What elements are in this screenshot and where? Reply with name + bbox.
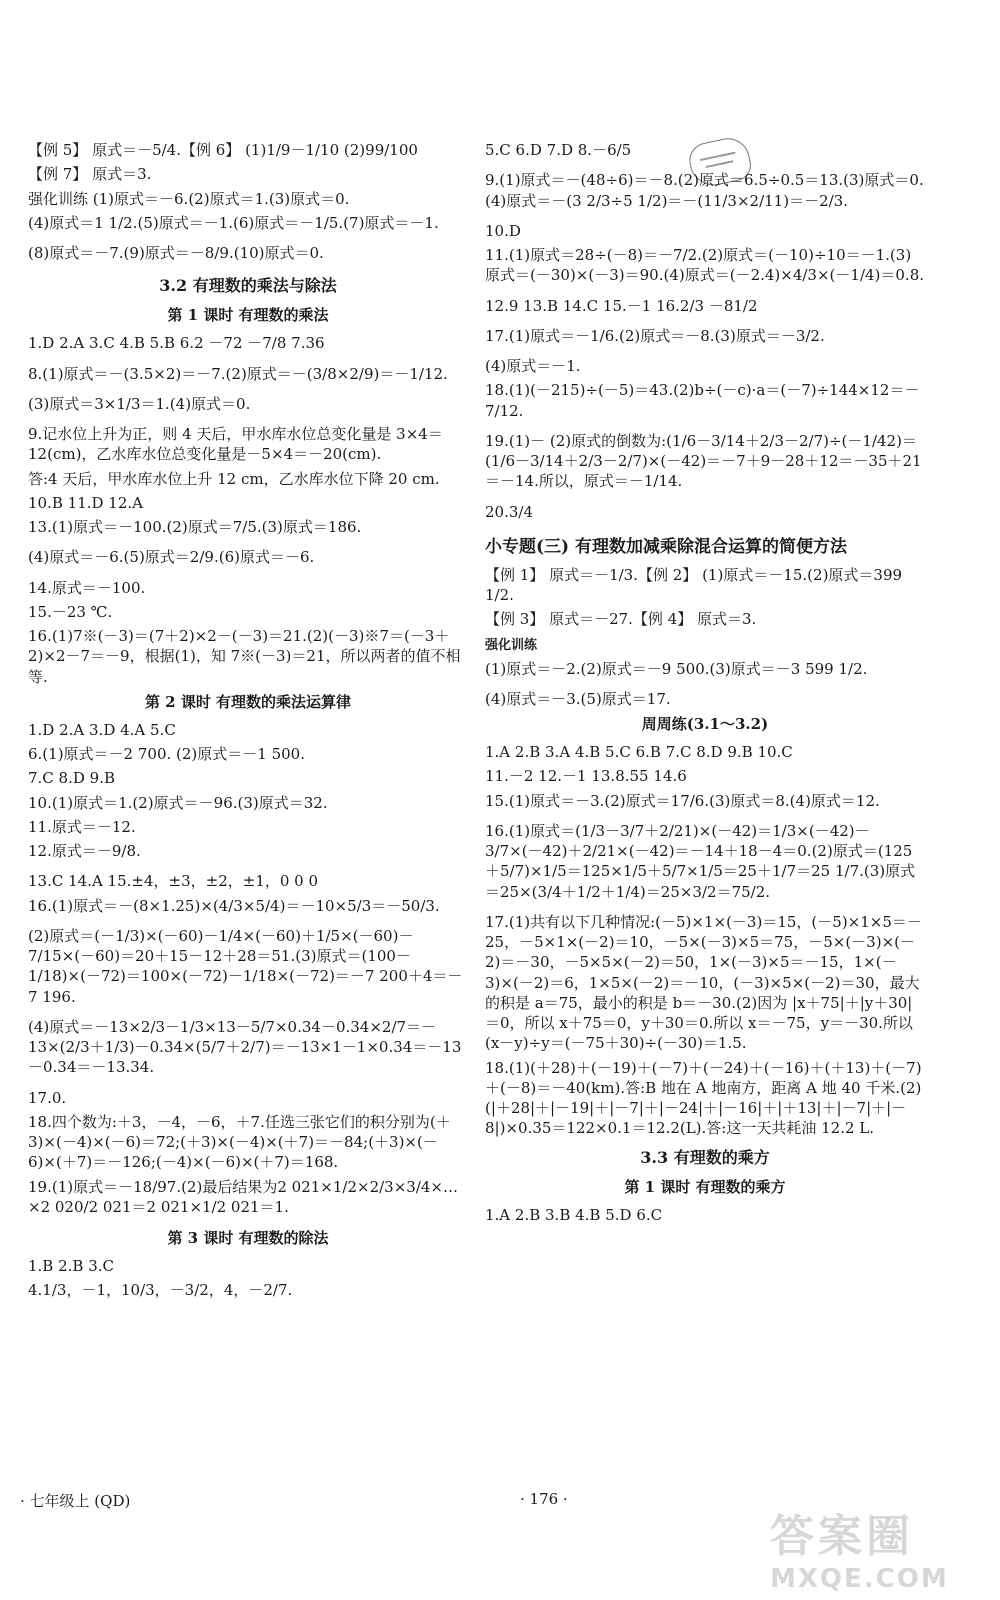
answer-line: 16.(1)原式＝－(8×1.25)×(4/3×5/4)＝－10×5/3＝－50/3. (28, 896, 440, 915)
practice-label: 强化训练 (485, 637, 538, 653)
answer-line: 17.(1)共有以下几种情况:(－5)×1×(－3)＝15，(－5)×1×5＝－25，－5×1×(－2)＝10，－5×(－3)×5＝75，－5×(－3)×(－2)＝－30，－5×5×(－2)＝50，1×(－3)×5＝－15，1×(－3)×(－2)＝6，1×5×(－2)＝－10，(－3)×5×(－2)＝30，最大的积是 a＝75，最小的积是 b＝－30.(2)因为 |x＋75|＋|y＋30|＝0，所以 x＋75＝0，y＋30＝0.所以 x＝－75，y＝－30.所以(x－y)÷y＝(－75＋30)÷(－30)＝1.5. (485, 912, 922, 1053)
weekly-practice-title: 周周练(3.1～3.2) (641, 715, 769, 733)
answer-line: 1.B 2.B 3.C (28, 1257, 114, 1275)
answer-line: 18.(1)(－215)÷(－5)＝43.(2)b÷(－c)·a＝(－7)÷144×12＝－7/12. (485, 381, 920, 420)
answer-line: 10.D (485, 221, 521, 240)
answer-line: 1.A 2.B 3.A 4.B 5.C 6.B 7.C 8.D 9.B 10.C (485, 743, 793, 761)
answer-line: (2)原式＝(－1/3)×(－60)－1/4×(－60)＋1/5×(－60)－7/15×(－60)＝20＋15－12＋28＝51.(3)原式＝(100－1/18)×(－72)＝100×(－72)－1/18×(－72)＝－7 200＋4＝－7 196. (28, 926, 463, 1006)
answer-line: 18.四个数为:＋3，－4，－6，＋7.任选三张它们的积分别为(＋3)×(－4)×(－6)＝72;(＋3)×(－4)×(＋7)＝－84;(＋3)×(－6)×(＋7)＝－126;(－4)×(－6)×(＋7)＝168. (28, 1112, 451, 1172)
answer-line: 20.3/4 (485, 502, 533, 521)
answer-line: 12.9 13.B 14.C 15.－1 16.2/3 －81/2 (485, 296, 758, 315)
answer-line: 答:4 天后，甲水库水位上升 12 cm，乙水库水位下降 20 cm. (28, 469, 440, 488)
answer-line: 1.D 2.A 3.D 4.A 5.C (28, 720, 176, 739)
answer-line: 1.A 2.B 3.B 4.B 5.D 6.C (485, 1205, 663, 1224)
answer-line: 10.B 11.D 12.A (28, 493, 143, 512)
answer-line: 19.(1)－ (2)原式的倒数为:(1/6－3/14＋2/3－2/7)÷(－1/42)＝(1/6－3/14＋2/3－2/7)×(－42)＝－7＋9－28＋12＝－35＋21＝－14.所以，原式＝－1/14. (485, 431, 922, 491)
answer-line: 15.(1)原式＝－3.(2)原式＝17/6.(3)原式＝8.(4)原式＝12. (485, 791, 880, 810)
answer-line: 15.－23 ℃. (28, 602, 113, 621)
answer-line: 11.原式＝－12. (28, 817, 136, 836)
answer-line: (4)原式＝－13×2/3－1/3×13－5/7×0.34－0.34×2/7＝－13×(2/3＋1/3)－0.34×(5/7＋2/7)＝－13×1－1×0.34＝－13－0.34＝－13.34. (28, 1017, 462, 1077)
right-column (485, 140, 925, 1229)
answer-line: (1)原式＝－2.(2)原式＝－9 500.(3)原式＝－3 599 1/2. (485, 659, 868, 678)
lesson-title: 第 3 课时 有理数的除法 (167, 1229, 329, 1247)
answer-line: (4)原式＝－3.(5)原式＝17. (485, 689, 671, 708)
answer-line: 17.(1)原式＝－1/6.(2)原式＝－8.(3)原式＝－3/2. (485, 326, 825, 345)
answer-line: 11.－2 12.－1 13.8.55 14.6 (485, 767, 687, 786)
left-line: (4)原式＝1 1/2.(5)原式＝－1.(6)原式＝－1/5.(7)原式＝－1. (28, 213, 439, 232)
watermark-bottom-text: MXQE.COM (770, 1564, 949, 1594)
left-line: 【例 5】 原式＝－5/4.【例 6】 (1)1/9－1/10 (2)99/100 (28, 141, 418, 159)
answer-line: 1.D 2.A 3.C 4.B 5.B 6.2 －72 －7/8 7.36 (28, 334, 325, 353)
answer-line: 5.C 6.D 7.D 8.－6/5 (485, 141, 632, 159)
left-line: 强化训练 (1)原式＝－6.(2)原式＝1.(3)原式＝0. (28, 189, 350, 208)
answer-line: 16.(1)原式＝(1/3－3/7＋2/21)×(－42)＝1/3×(－42)－3/7×(－42)＋2/21×(－42)＝－14＋18－4＝0.(2)原式＝(125＋5/7)×1/5＝125×1/5＋5/7×1/5＝25＋1/7＝25 1/7.(3)原式＝25×(3/4＋1/2＋1/4)＝25×3/2＝75/2. (485, 821, 916, 901)
answer-line: 10.(1)原式＝1.(2)原式＝－96.(3)原式＝32. (28, 793, 328, 812)
lesson-title: 第 1 课时 有理数的乘方 (624, 1177, 786, 1196)
answer-line: 13.(1)原式＝－100.(2)原式＝7/5.(3)原式＝186. (28, 518, 362, 536)
left-line: (8)原式＝－7.(9)原式＝－8/9.(10)原式＝0. (28, 244, 324, 262)
answer-line: 17.0. (28, 1088, 67, 1107)
section-title: 3.3 有理数的乘方 (640, 1147, 770, 1167)
answer-line: 9.(1)原式＝－(48÷6)＝－8.(2)原式＝6.5÷0.5＝13.(3)原式＝0.(4)原式＝－(3 2/3÷5 1/2)＝－(11/3×2/11)＝－2/3. (485, 171, 924, 210)
answer-line: 6.(1)原式＝－2 700. (2)原式＝－1 500. (28, 745, 305, 763)
answer-line: 11.(1)原式＝28÷(－8)＝－7/2.(2)原式＝(－10)÷10＝－1.(3)原式＝(－30)×(－3)＝90.(4)原式＝(－2.4)×4/3×(－1/4)＝0.8. (485, 246, 925, 285)
answer-line: 14.原式＝－100. (28, 578, 146, 597)
watermark-logo (770, 1500, 990, 1595)
watermark-top-text: 答案圈 (770, 1511, 914, 1562)
grade-label: · 七年级上 (QD) (20, 1492, 131, 1510)
answer-line: 4.1/3，－1，10/3，－3/2，4，－2/7. (28, 1281, 293, 1300)
answer-line: 8.(1)原式＝－(3.5×2)＝－7.(2)原式＝－(3/8×2/9)＝－1/12. (28, 364, 448, 383)
left-column (28, 140, 468, 1305)
left-line: 【例 7】 原式＝3. (28, 165, 152, 184)
answer-line: 19.(1)原式＝－18/97.(2)最后结果为2 021×1/2×2/3×3/4×…×2 020/2 021＝2 021×1/2 021＝1. (28, 1177, 458, 1216)
answer-line: (4)原式＝－1. (485, 357, 581, 375)
answer-line: 【例 1】 原式＝－1/3.【例 2】 (1)原式＝－15.(2)原式＝399 1/2. (485, 565, 903, 604)
answer-line: 18.(1)(＋28)＋(－19)＋(－7)＋(－24)＋(－16)＋(＋13)＋(－7)＋(－8)＝－40(km).答:B 地在 A 地南方，距离 A 地 40 千米.(2)(|＋28|＋|－19|＋|－7|＋|－24|＋|－16|＋|＋13|＋|－7|＋|－8|)×0.35＝122×0.1＝12.2(L).答:这一天共耗油 12.2 L. (485, 1058, 922, 1138)
answer-line: 16.(1)7※(－3)＝(7＋2)×2－(－3)＝21.(2)(－3)※7＝(－3＋2)×2－7＝－9，根据(1)，知 7※(－3)＝21，所以两者的值不相等. (28, 627, 461, 686)
answer-line: (4)原式＝－6.(5)原式＝2/9.(6)原式＝－6. (28, 548, 315, 567)
answer-line: 【例 3】 原式＝－27.【例 4】 原式＝3. (485, 610, 757, 629)
answer-line: 12.原式＝－9/8. (28, 842, 141, 860)
lesson-title: 第 1 课时 有理数的乘法 (167, 306, 329, 325)
answer-line: 9.记水位上升为正，则 4 天后，甲水库水位总变化量是 3×4＝12(cm)，乙水库水位总变化量是－5×4＝－20(cm). (28, 425, 443, 464)
lesson-title: 第 2 课时 有理数的乘法运算律 (144, 692, 352, 711)
answer-line: 13.C 14.A 15.±4，±3，±2，±1，0 0 0 (28, 872, 319, 891)
answer-line: (3)原式＝3×1/3＝1.(4)原式＝0. (28, 394, 251, 413)
special-topic-title: 小专题(三) 有理数加减乘除混合运算的简便方法 (485, 536, 848, 557)
answer-line: 7.C 8.D 9.B (28, 769, 115, 788)
page-number: · 176 · (520, 1490, 568, 1508)
section-title: 3.2 有理数的乘法与除法 (159, 276, 337, 296)
